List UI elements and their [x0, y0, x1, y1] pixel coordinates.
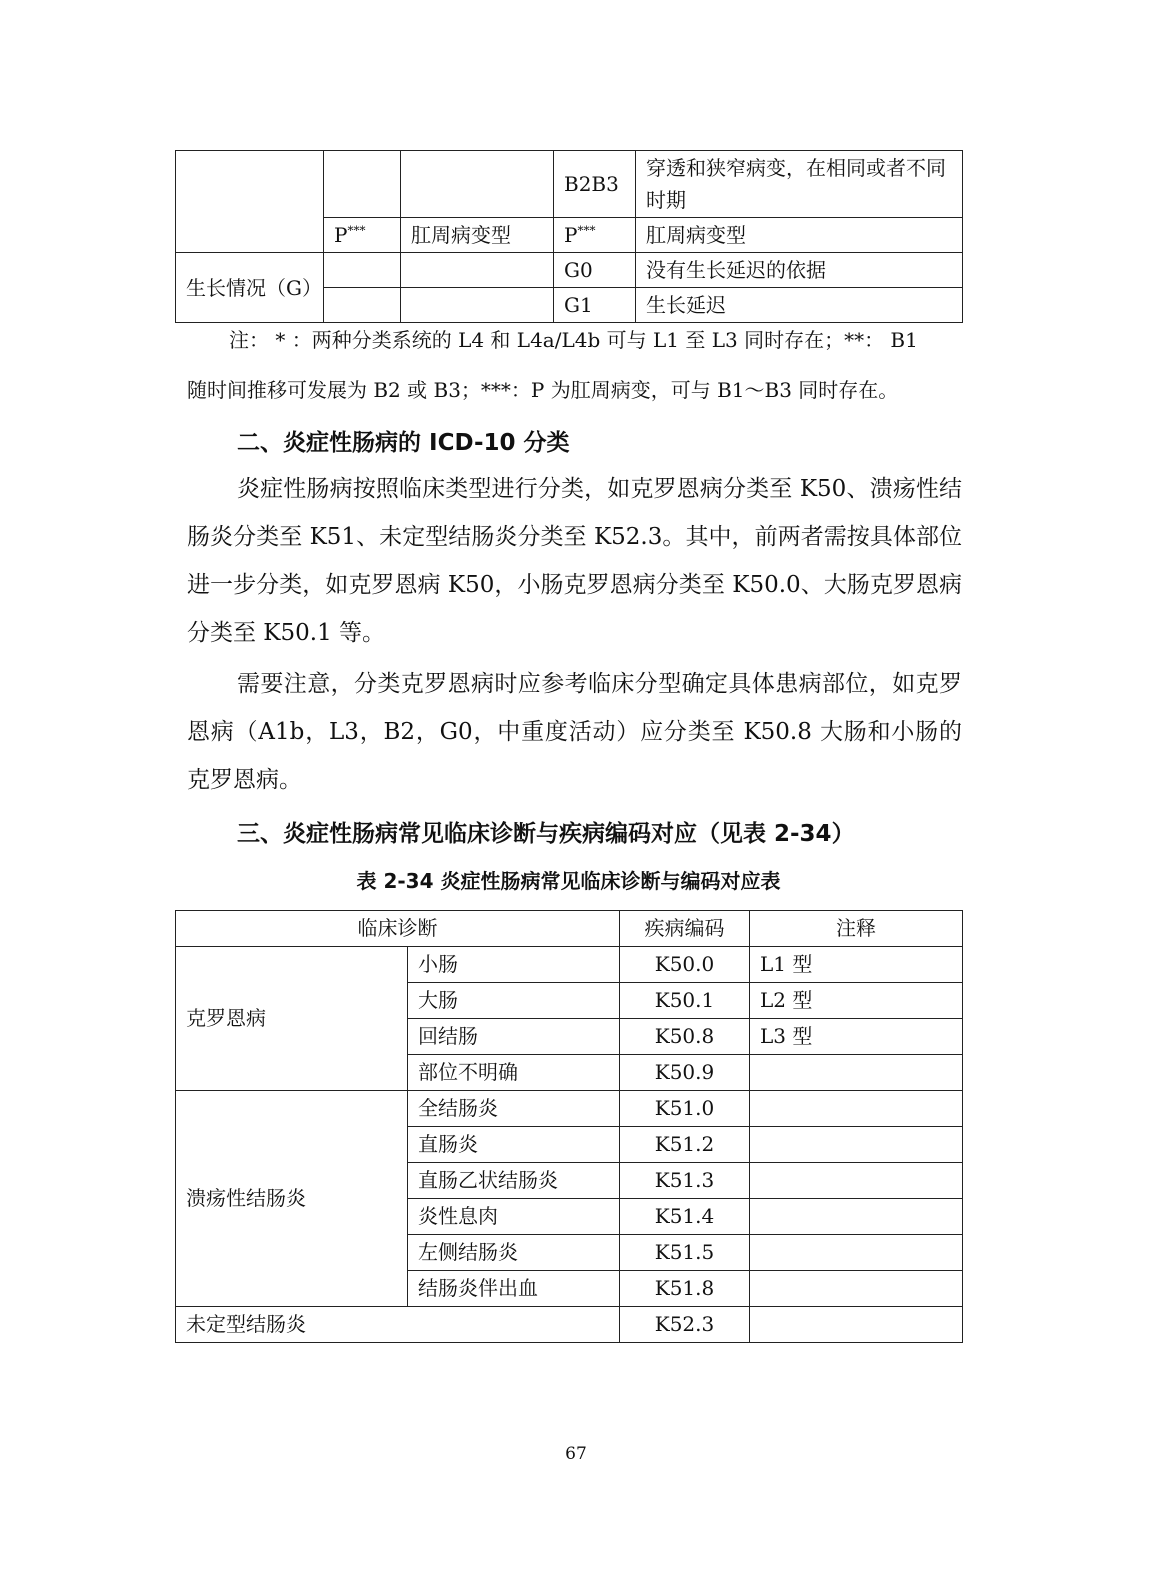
site-cell: 直肠炎 — [408, 1127, 620, 1163]
table-cell: 穿透和狭窄病变，在相同或者不同时期 — [636, 151, 963, 218]
table-row — [176, 1091, 963, 1127]
code-cell: K50.0 — [620, 947, 750, 983]
note-cell — [750, 1235, 963, 1271]
code-cell: K51.3 — [620, 1163, 750, 1199]
diagnosis-code-table — [175, 910, 963, 1343]
table-cell — [324, 218, 401, 253]
table-cell: 没有生长延迟的依据 — [636, 253, 963, 288]
note-cell — [750, 1127, 963, 1163]
table-caption: 表 2-34 炎症性肠病常见临床诊断与编码对应表 — [356, 869, 781, 893]
site-cell: 全结肠炎 — [408, 1091, 620, 1127]
note-cell — [750, 1055, 963, 1091]
site-cell: 结肠炎伴出血 — [408, 1271, 620, 1307]
table-cell: G0 — [554, 253, 636, 288]
section-heading: 三、炎症性肠病常见临床诊断与疾病编码对应（见表 2-34） — [237, 821, 855, 847]
code-cell: K51.5 — [620, 1235, 750, 1271]
note-cell — [750, 1091, 963, 1127]
site-cell: 直肠乙状结肠炎 — [408, 1163, 620, 1199]
header-code: 疾病编码 — [620, 911, 750, 947]
note-cell: L1 型 — [750, 947, 963, 983]
code-cell: K51.0 — [620, 1091, 750, 1127]
note-cell: L3 型 — [750, 1019, 963, 1055]
header-diagnosis: 临床诊断 — [176, 911, 620, 947]
code-cell: K51.2 — [620, 1127, 750, 1163]
cell-text: P — [564, 223, 578, 247]
note-cell — [750, 1271, 963, 1307]
table-header-row — [176, 911, 963, 947]
code-cell: K52.3 — [620, 1307, 750, 1343]
table-row — [176, 1307, 963, 1343]
note-cell — [750, 1199, 963, 1235]
table-cell: 生长延迟 — [636, 288, 963, 323]
cell-text: P — [334, 223, 348, 247]
code-cell: K51.4 — [620, 1199, 750, 1235]
code-cell: K50.9 — [620, 1055, 750, 1091]
table-cell — [324, 253, 401, 288]
code-cell: K51.8 — [620, 1271, 750, 1307]
table-note-line-2: 随时间推移可发展为 B2 或 B3；***：P 为肛周病变，可与 B1～B3 同时存在。 — [187, 378, 899, 402]
site-cell: 大肠 — [408, 983, 620, 1019]
table-cell: 肛周病变型 — [401, 218, 554, 253]
table-note-line-1: 注： * ：两种分类系统的 L4 和 L4a/L4b 可与 L1 至 L3 同时存在；**： B1 — [229, 328, 918, 352]
code-cell: K50.1 — [620, 983, 750, 1019]
group-label-crohn: 克罗恩病 — [176, 947, 408, 1091]
body-paragraph: 炎症性肠病按照临床类型进行分类，如克罗恩病分类至 K50、溃疡性结肠炎分类至 K51、未定型结肠炎分类至 K52.3。其中，前两者需按具体部位进一步分类，如克罗恩病 K50，小肠克罗恩病分类至 K50.0、大肠克罗恩病分类至 K50.1 等。 — [187, 476, 962, 646]
classification-table-continued — [175, 150, 963, 323]
table-cell — [324, 151, 401, 218]
site-cell: 小肠 — [408, 947, 620, 983]
table-cell — [554, 218, 636, 253]
superscript: *** — [577, 223, 596, 238]
group-label-uc: 溃疡性结肠炎 — [176, 1091, 408, 1307]
table-row — [176, 253, 963, 288]
table-cell — [324, 288, 401, 323]
growth-label-cell: 生长情况（G） — [176, 253, 324, 323]
site-cell: 回结肠 — [408, 1019, 620, 1055]
note-cell: L2 型 — [750, 983, 963, 1019]
table-cell — [401, 253, 554, 288]
table-row — [176, 947, 963, 983]
site-cell: 左侧结肠炎 — [408, 1235, 620, 1271]
table-cell — [176, 151, 324, 253]
group-label-indeterminate: 未定型结肠炎 — [176, 1307, 620, 1343]
site-cell: 部位不明确 — [408, 1055, 620, 1091]
code-cell: K50.8 — [620, 1019, 750, 1055]
header-note: 注释 — [750, 911, 963, 947]
table-cell — [401, 288, 554, 323]
table-cell: G1 — [554, 288, 636, 323]
table-cell — [401, 151, 554, 218]
section-heading: 二、炎症性肠病的 ICD-10 分类 — [237, 430, 570, 456]
table-row — [176, 151, 963, 218]
superscript: *** — [347, 223, 366, 238]
note-cell — [750, 1307, 963, 1343]
table-cell: 肛周病变型 — [636, 218, 963, 253]
page-number: 67 — [565, 1444, 587, 1464]
body-paragraph: 需要注意，分类克罗恩病时应参考临床分型确定具体患病部位，如克罗恩病（A1b，L3，B2，G0，中重度活动）应分类至 K50.8 大肠和小肠的克罗恩病。 — [187, 671, 962, 793]
note-cell — [750, 1163, 963, 1199]
table-cell: B2B3 — [554, 151, 636, 218]
site-cell: 炎性息肉 — [408, 1199, 620, 1235]
